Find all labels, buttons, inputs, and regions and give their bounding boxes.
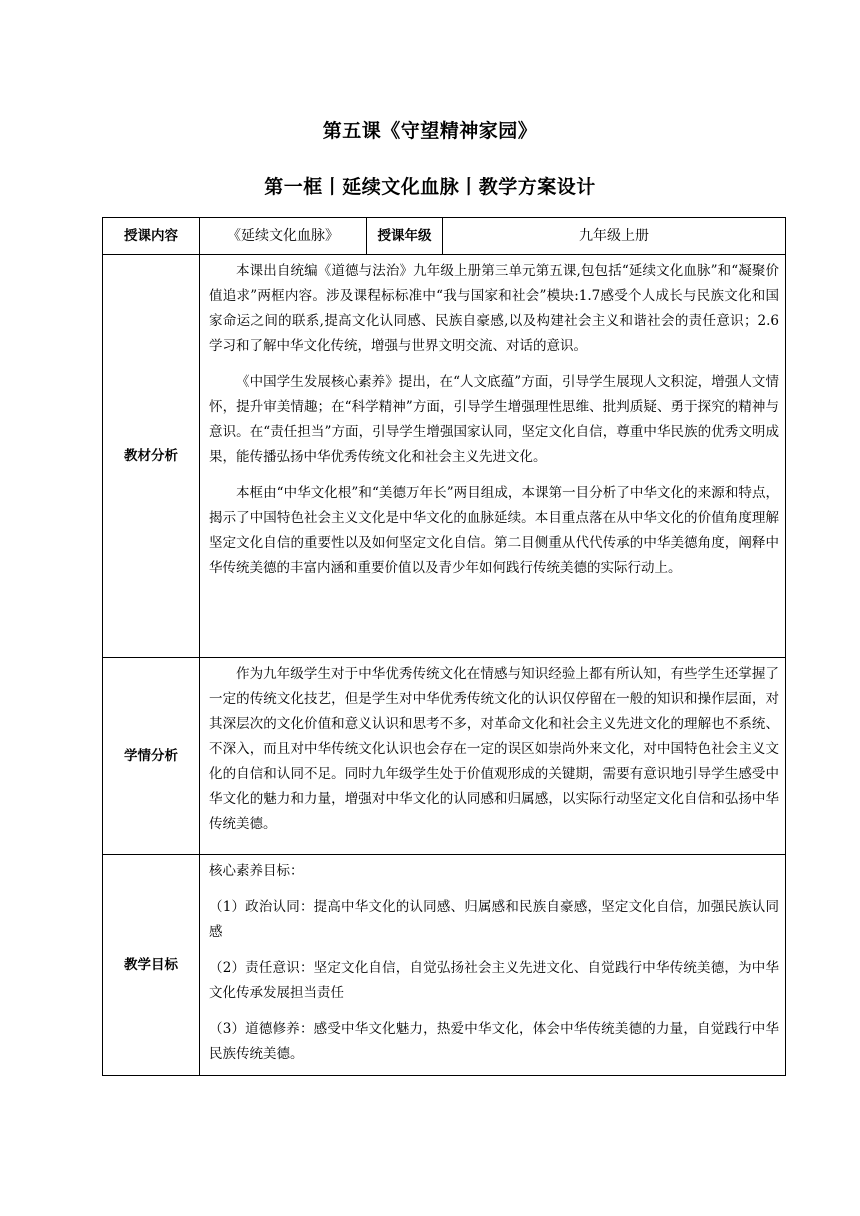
material-analysis-content <box>200 255 786 658</box>
material-paragraph-1: 本课出自统编《道德与法治》九年级上册第三单元第五课,包包括“延续文化血脉”和“凝聚价值追求”两框内容。涉及课程标标准中“我与国家和社会”模块:1.7感受个人成长与民族文化和国家命运之间的联系,提高文化认同感、民族自豪感,以及构建社会主义和谐社会的责任意识；2.6学习和了解中华文化传统，增强与世界文明交流、对话的意识。 <box>209 263 779 354</box>
label-grade: 授课年级 <box>367 218 443 255</box>
teaching-goals-row <box>103 855 786 1076</box>
student-paragraph-1: 作为九年级学生对于中华优秀传统文化在情感与知识经验上都有所认知，有些学生还掌握了一定的传统文化技艺，但是学生对中华优秀传统文化的认识仅停留在一般的知识和操作层面，对其深层次的文化价值和意义认识和思考不多，对革命文化和社会主义先进文化的理解也不系统、不深入，而且对中华传统文化认识也会存在一定的误区如崇尚外来文化，对中国特色社会主义文化的自信和认同不足。同时九年级学生处于价值观形成的关键期，需要有意识地引导学生感受中华文化的魅力和力量，增强对中华文化的认同感和归属感，以实际行动坚定文化自信和弘扬中华传统美德。 <box>209 666 779 832</box>
label-lesson-content: 授课内容 <box>103 218 200 255</box>
material-analysis-row <box>103 255 786 658</box>
goal-item-1: （1）政治认同：提高中华文化的认同感、归属感和民族自豪感，坚定文化自信，加强民族认同感 <box>209 899 779 940</box>
goals-intro: 核心素养目标： <box>209 863 304 879</box>
material-paragraph-3: 本框由“中华文化根”和“美德万年长”两目组成，本课第一目分析了中华文化的来源和特点，揭示了中国特色社会主义文化是中华文化的血脉延续。本目重点落在从中华文化的价值角度理解坚定文化自信的重要性以及如何坚定文化自信。第二目侧重从代代传承的中华美德角度，阐释中华传统美德的丰富内涵和重要价值以及青少年如何践行传统美德的实际行动上。 <box>209 485 779 576</box>
label-teaching-goals: 教学目标 <box>103 855 200 1076</box>
teaching-goals-content <box>200 855 786 1076</box>
student-analysis-content <box>200 658 786 855</box>
student-analysis-row <box>103 658 786 855</box>
label-material-analysis: 教材分析 <box>103 255 200 658</box>
lesson-title: 第五课《守望精神家园》 <box>322 120 538 142</box>
goal-item-2: （2）责任意识：坚定文化自信，自觉弘扬社会主义先进文化、自觉践行中华传统美德，为中华文化传承发展担当责任 <box>209 960 779 1001</box>
header-row <box>103 218 786 255</box>
lesson-plan-table <box>102 217 786 1076</box>
material-paragraph-2: 《中国学生发展核心素养》提出，在“人文底蕴”方面，引导学生展现人文积淀，增强人文情怀，提升审美情趣；在“科学精神”方面，引导学生增强理性思维、批判质疑、勇于探究的精神与意识。在“责任担当”方面，引导学生增强国家认同，坚定文化自信，尊重中华民族的优秀文明成果，能传播弘扬中华优秀传统文化和社会主义先进文化。 <box>209 374 779 465</box>
goal-item-3: （3）道德修养：感受中华文化魅力，热爱中华文化，体会中华传统美德的力量，自觉践行中华民族传统美德。 <box>209 1021 779 1062</box>
lesson-subtitle: 第一框丨延续文化血脉丨教学方案设计 <box>264 176 596 198</box>
label-student-analysis: 学情分析 <box>103 658 200 855</box>
value-lesson-content: 《延续文化血脉》 <box>200 218 367 255</box>
value-grade: 九年级上册 <box>443 218 786 255</box>
